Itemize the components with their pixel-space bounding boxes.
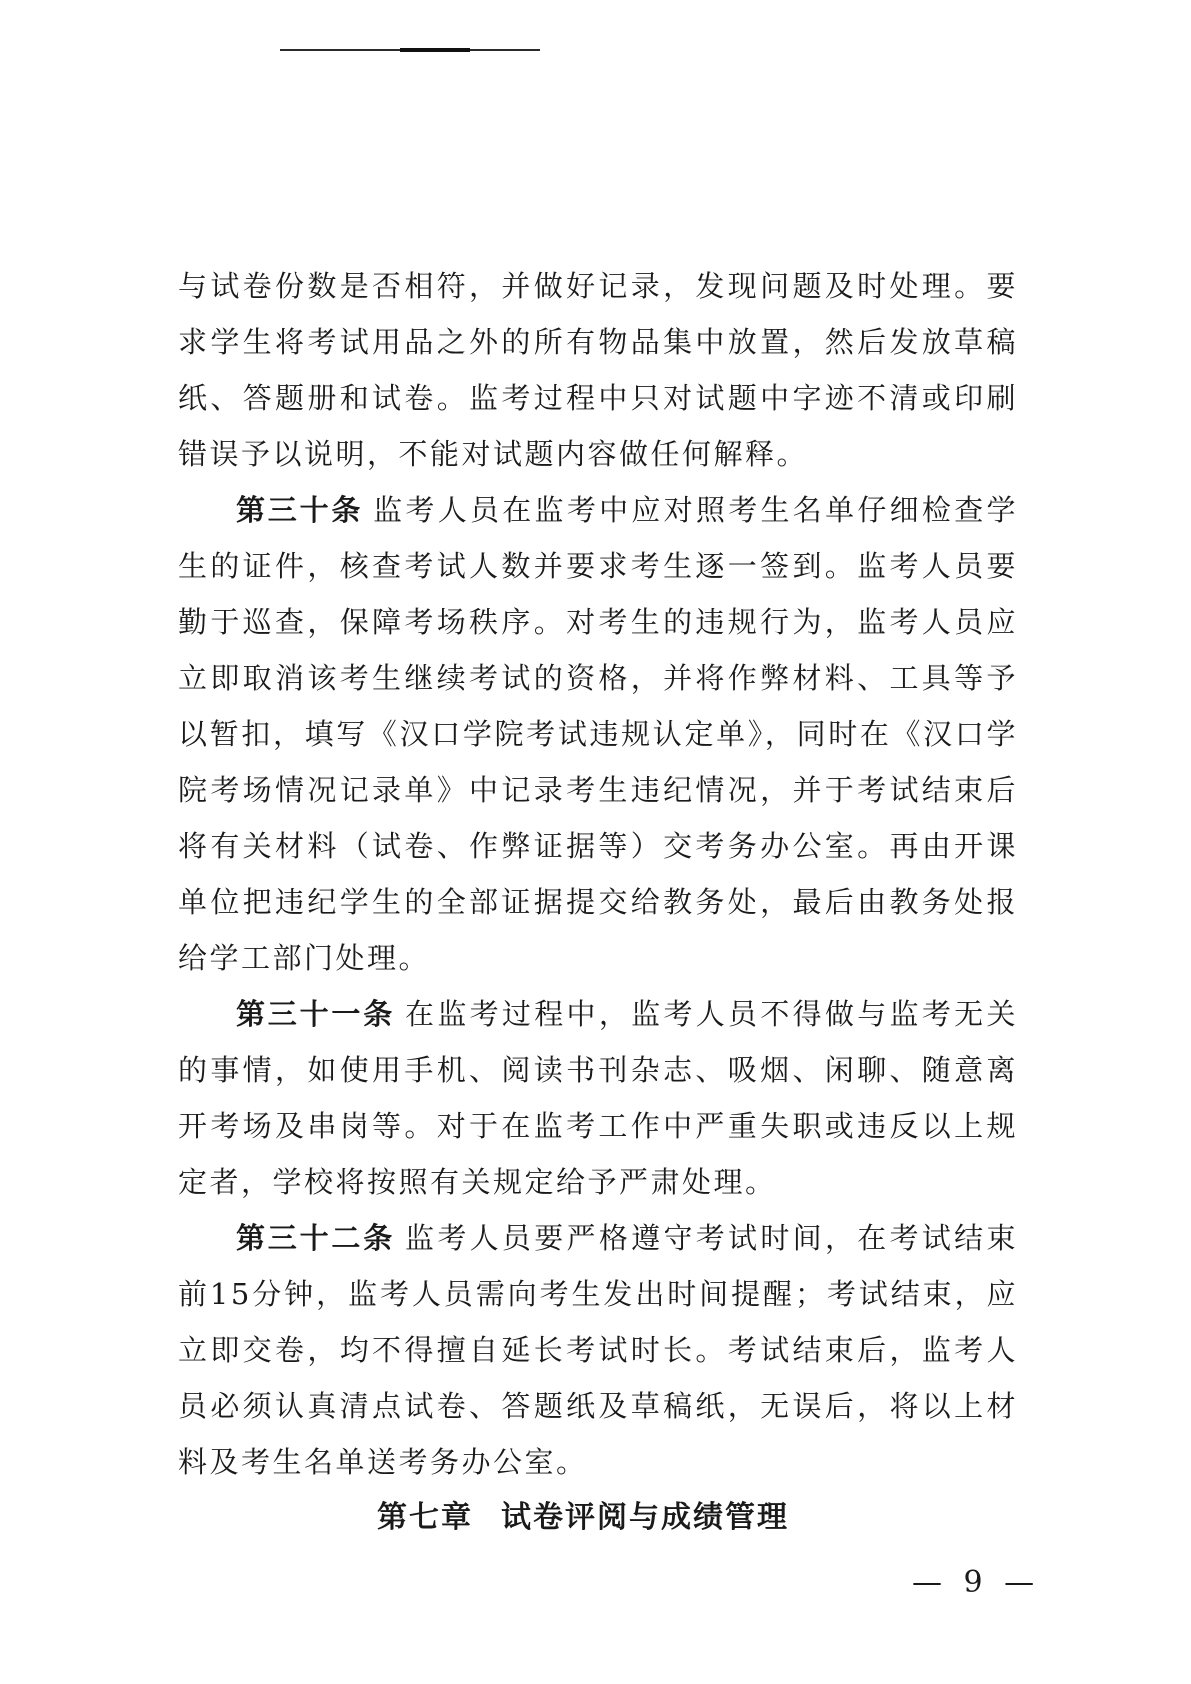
article-32 [178, 1210, 1018, 1490]
article-label: 第三十一条 [236, 997, 396, 1031]
chapter-number: 第七章 [377, 1500, 473, 1535]
article-text: 监考人员在监考中应对照考生名单仔细检查学生的证件，核查考试人数并要求考生逐一签到。监考人员要勤于巡查，保障考场秩序。对考生的违规行为，监考人员应立即取消该考生继续考试的资格，并将作弊材料、工具等予以暂扣，填写《汉口学院考试违规认定单》，同时在《汉口学院考场情况记录单》中记录考生违纪情况，并于考试结束后将有关材料（试卷、作弊证据等）交考务办公室。再由开课单位把违纪学生的全部证据提交给教务处，最后由教务处报给学工部门处理。 [178, 493, 1018, 975]
page-number: — 9 — [912, 1565, 1041, 1600]
article-31 [178, 986, 1018, 1210]
article-30 [178, 482, 1018, 986]
article-text: 在监考过程中，监考人员不得做与监考无关的事情，如使用手机、阅读书刊杂志、吸烟、闲聊、随意离开考场及串岗等。对于在监考工作中严重失职或违反以上规定者，学校将按照有关规定给予严肃处理。 [178, 997, 1018, 1199]
chapter-title: 试卷评阅与成绩管理 [501, 1500, 789, 1535]
document-body [178, 258, 1018, 1546]
continuation-paragraph: 与试卷份数是否相符，并做好记录，发现问题及时处理。要求学生将考试用品之外的所有物品集中放置，然后发放草稿纸、答题册和试卷。监考过程中只对试题中字迹不清或印刷错误予以说明，不能对试题内容做任何解释。 [178, 269, 1018, 471]
article-label: 第三十二条 [236, 1221, 396, 1255]
chapter-heading [178, 1490, 1018, 1546]
article-label: 第三十条 [236, 493, 364, 527]
header-rule [280, 49, 540, 51]
article-text: 监考人员要严格遵守考试时间，在考试结束前15分钟，监考人员需向考生发出时间提醒；考试结束，应立即交卷，均不得擅自延长考试时长。考试结束后，监考人员必须认真清点试卷、答题纸及草稿纸，无误后，将以上材料及考生名单送考务办公室。 [178, 1221, 1018, 1479]
